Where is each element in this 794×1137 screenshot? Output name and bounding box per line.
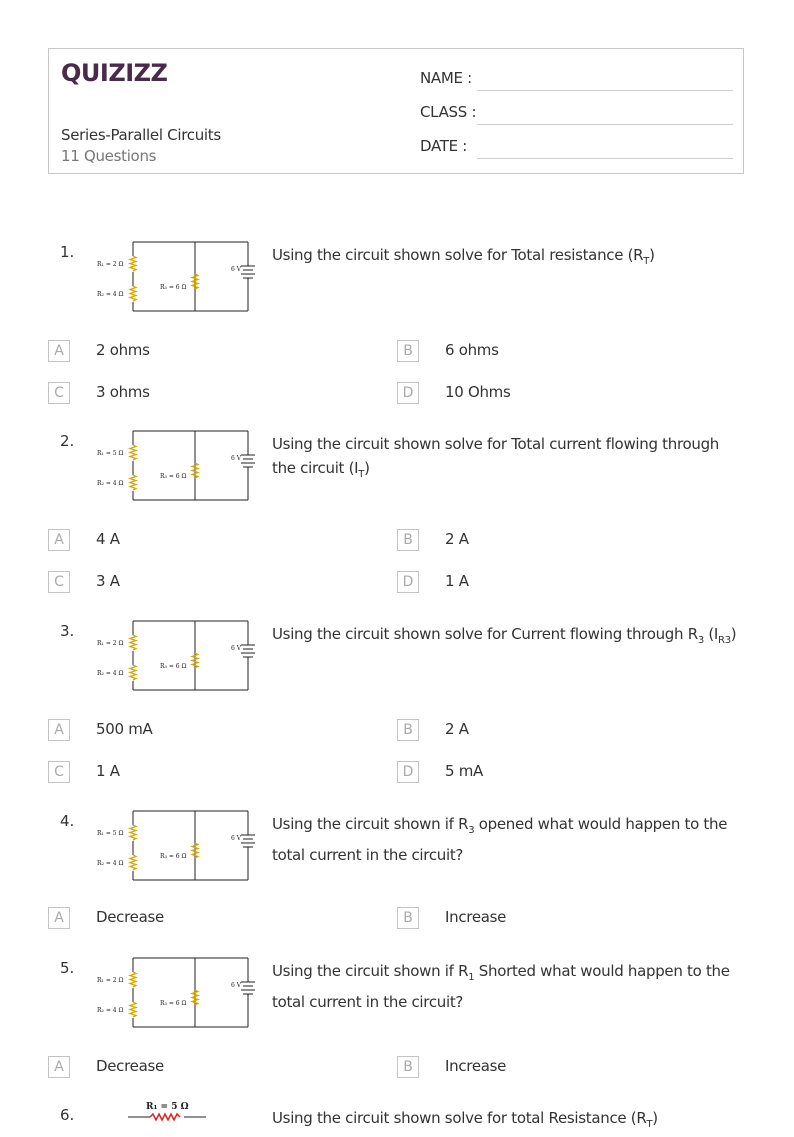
r3-label: R₃ = 6 Ω: [160, 284, 187, 291]
option-text: 5 mA: [445, 762, 483, 780]
circuit-diagram: [95, 954, 255, 1030]
question-number: 6.: [60, 1106, 75, 1124]
r3-label: R₃ = 6 Ω: [160, 473, 187, 480]
class-label: CLASS :: [420, 103, 477, 121]
option-text: 3 ohms: [96, 383, 150, 401]
r3-label: R₃ = 6 Ω: [160, 663, 187, 670]
date-label: DATE :: [420, 137, 468, 155]
option-text: 10 Ohms: [445, 383, 511, 401]
question-text: Using the circuit shown solve for Total resistance $(R_T)$: [272, 246, 655, 267]
option-letter-box[interactable]: B: [397, 719, 419, 741]
option-letter-box[interactable]: D: [397, 382, 419, 404]
option-letter-box[interactable]: A: [48, 907, 70, 929]
option-text: 500 mA: [96, 720, 153, 738]
voltage-label: 6 V: [231, 266, 242, 273]
question-number: 5.: [60, 959, 75, 977]
date-line[interactable]: [477, 158, 733, 159]
r2-label: R₂ = 4 Ω: [97, 1007, 124, 1014]
option-text: 1 A: [445, 572, 469, 590]
option-text: 4 A: [96, 530, 120, 548]
r2-label: R₂ = 4 Ω: [97, 291, 124, 298]
r1-label: R₁ = 5 Ω: [146, 1102, 189, 1112]
question-text: Using the circuit shown if $R_1$ Shorted what would happen to the total current in the circuit?: [272, 962, 730, 1011]
option-letter-box[interactable]: A: [48, 529, 70, 551]
option-text: 1 A: [96, 762, 120, 780]
circuit-diagram: [95, 238, 255, 314]
voltage-label: 6 V: [231, 835, 242, 842]
r3-label: R₃ = 6 Ω: [160, 1000, 187, 1007]
circuit-diagram: [128, 1100, 208, 1123]
option-text: Increase: [445, 908, 507, 926]
voltage-label: 6 V: [231, 982, 242, 989]
r1-label: R₁ = 5 Ω: [97, 450, 124, 457]
r1-label: R₁ = 5 Ω: [97, 830, 124, 837]
option-letter-box[interactable]: B: [397, 1056, 419, 1078]
option-text: 3 A: [96, 572, 120, 590]
question-text: Using the circuit shown solve for Current flowing through $R_3$ $(I_{R3})$: [272, 625, 737, 646]
option-letter-box[interactable]: B: [397, 340, 419, 362]
question-text: Using the circuit shown solve for total Resistance $(R_T)$: [272, 1109, 658, 1130]
option-text: 2 A: [445, 720, 469, 738]
circuit-diagram: [95, 427, 255, 503]
worksheet-header: [48, 48, 744, 174]
r3-label: R₃ = 6 Ω: [160, 853, 187, 860]
option-letter-box[interactable]: A: [48, 340, 70, 362]
option-letter-box[interactable]: A: [48, 719, 70, 741]
name-line[interactable]: [477, 90, 733, 91]
option-text: 6 ohms: [445, 341, 499, 359]
class-line[interactable]: [477, 124, 733, 125]
r2-label: R₂ = 4 Ω: [97, 860, 124, 867]
r2-label: R₂ = 4 Ω: [97, 480, 124, 487]
option-letter-box[interactable]: C: [48, 571, 70, 593]
question-text: Using the circuit shown if $R_3$ opened what would happen to the total current in the circuit?: [272, 815, 728, 864]
circuit-diagram: [95, 807, 255, 883]
voltage-label: 6 V: [231, 455, 242, 462]
option-letter-box[interactable]: C: [48, 761, 70, 783]
question-number: 2.: [60, 432, 75, 450]
option-letter-box[interactable]: C: [48, 382, 70, 404]
option-text: 2 ohms: [96, 341, 150, 359]
r1-label: R₁ = 2 Ω: [97, 977, 124, 984]
option-letter-box[interactable]: A: [48, 1056, 70, 1078]
option-letter-box[interactable]: D: [397, 571, 419, 593]
option-text: Increase: [445, 1057, 507, 1075]
voltage-label: 6 V: [231, 645, 242, 652]
worksheet-title: Series-Parallel Circuits: [61, 126, 221, 144]
quizizz-logo: QUIZIZZ: [61, 59, 168, 87]
question-number: 1.: [60, 243, 75, 261]
option-letter-box[interactable]: D: [397, 761, 419, 783]
question-count: 11 Questions: [61, 147, 157, 165]
circuit-diagram: [95, 617, 255, 693]
name-label: NAME :: [420, 69, 472, 87]
r2-label: R₂ = 4 Ω: [97, 670, 124, 677]
option-text: Decrease: [96, 1057, 164, 1075]
option-text: Decrease: [96, 908, 164, 926]
option-letter-box[interactable]: B: [397, 907, 419, 929]
r1-label: R₁ = 2 Ω: [97, 640, 124, 647]
question-number: 4.: [60, 812, 75, 830]
option-text: 2 A: [445, 530, 469, 548]
question-text: Using the circuit shown solve for Total current flowing through the circuit $(I_T)$: [272, 435, 720, 480]
question-number: 3.: [60, 622, 75, 640]
option-letter-box[interactable]: B: [397, 529, 419, 551]
r1-label: R₁ = 2 Ω: [97, 261, 124, 268]
